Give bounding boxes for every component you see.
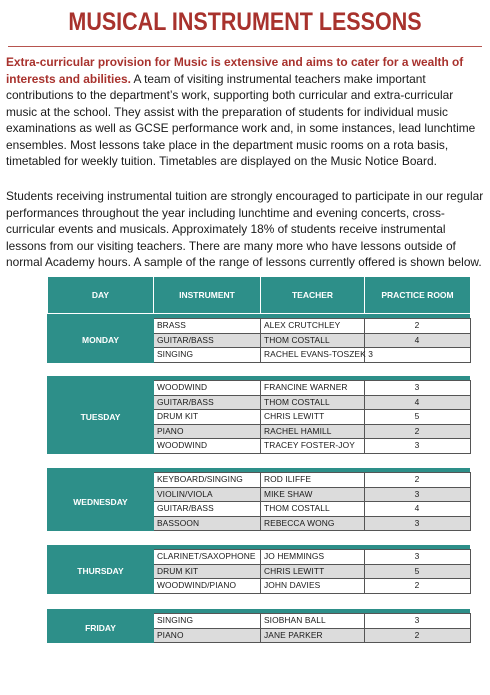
instrument-cell: GUITAR/BASS (154, 502, 261, 517)
instrument-cell: BRASS (154, 319, 261, 334)
teacher-cell: JO HEMMINGS (261, 550, 365, 565)
practice-room-cell: 4 (365, 502, 471, 517)
instrument-cell: DRUM KIT (154, 410, 261, 425)
teacher-cell: CHRIS LEWITT (261, 564, 365, 579)
table-row (48, 381, 471, 396)
table-row (48, 319, 471, 334)
instrument-cell: WOODWIND (154, 381, 261, 396)
teacher-cell: THOM COSTALL (261, 395, 365, 410)
day-label: FRIDAY (48, 614, 154, 643)
instrument-cell: PIANO (154, 628, 261, 643)
teacher-cell: SIOBHAN BALL (261, 614, 365, 629)
table-header (47, 276, 471, 314)
header-instrument: INSTRUMENT (154, 277, 261, 314)
practice-room-cell: 3 (365, 614, 471, 629)
teacher-cell: TRACEY FOSTER-JOY (261, 439, 365, 454)
table-row (48, 473, 471, 488)
instrument-cell: KEYBOARD/SINGING (154, 473, 261, 488)
instrument-cell: SINGING (154, 614, 261, 629)
title-rule (8, 46, 482, 47)
day-label: WEDNESDAY (48, 473, 154, 531)
instrument-cell: WOODWIND (154, 439, 261, 454)
instrument-cell: PIANO (154, 424, 261, 439)
practice-room-cell: 2 (365, 579, 471, 594)
practice-room-cell: 2 (365, 473, 471, 488)
teacher-cell: JANE PARKER (261, 628, 365, 643)
intro-lead: Extra-curricular provision for Music is extensive and aims to cater for a wealth of interests and abilities. (6, 55, 464, 86)
instrument-cell: DRUM KIT (154, 564, 261, 579)
header-day: DAY (48, 277, 154, 314)
table-row (48, 550, 471, 565)
day-block-thursday (47, 545, 470, 594)
day-block-tuesday (47, 376, 470, 454)
teacher-cell: ALEX CRUTCHLEY (261, 319, 365, 334)
instrument-cell: GUITAR/BASS (154, 333, 261, 348)
teacher-cell: FRANCINE WARNER (261, 381, 365, 396)
teacher-cell: CHRIS LEWITT (261, 410, 365, 425)
practice-room-cell: 2 (365, 424, 471, 439)
teacher-cell: JOHN DAVIES (261, 579, 365, 594)
practice-room-cell (365, 348, 471, 363)
practice-room-cell: 3 (365, 550, 471, 565)
practice-room-cell: 5 (365, 564, 471, 579)
teacher-cell: THOM COSTALL (261, 333, 365, 348)
intro-body: A team of visiting instrumental teachers make important contributions to the department’s work, supporting both curricular and extra-curricular music at the school. They assist with the preparation of students for individual music examinations as well as GCSE performance work and, in some instances, lead lunchtime ensembles. Most lessons take place in the department music rooms on a rota basis, timetabled for weekly tuition. Timetables are displayed on the Music Notice Board. (6, 71, 476, 168)
day-label: THURSDAY (48, 550, 154, 594)
practice-room-cell: 3 (365, 516, 471, 531)
instrument-cell: GUITAR/BASS (154, 395, 261, 410)
intro-paragraph (6, 54, 486, 170)
instrument-cell: SINGING (154, 348, 261, 363)
day-block-friday (47, 609, 470, 643)
practice-room-cell: 2 (365, 319, 471, 334)
day-block-wednesday (47, 468, 470, 531)
page-title: MUSICAL INSTRUMENT LESSONS (68, 8, 422, 36)
instrument-cell: WOODWIND/PIANO (154, 579, 261, 594)
teacher-cell: MIKE SHAW (261, 487, 365, 502)
practice-room-cell: 3 (365, 487, 471, 502)
day-label: TUESDAY (48, 381, 154, 454)
teacher-cell: THOM COSTALL (261, 502, 365, 517)
second-paragraph: Students receiving instrumental tuition are strongly encouraged to participate in our regular performances throughout the year including lunchtime and evening concerts, cross- curricular events and musicals. Approximately 18% of students receive instrumental lessons from our visiting teachers. There are many more who have lessons outside of normal Academy hours. A sample of the range of lessons currently offered is shown below. (6, 189, 484, 269)
header-teacher: TEACHER (261, 277, 365, 314)
practice-room-cell: 4 (365, 395, 471, 410)
teacher-cell: ROD ILIFFE (261, 473, 365, 488)
practice-room-cell: 5 (365, 410, 471, 425)
instrument-cell: CLARINET/SAXOPHONE (154, 550, 261, 565)
table-row (48, 614, 471, 629)
practice-room-cell: 3 (365, 381, 471, 396)
teacher-cell: REBECCA WONG (261, 516, 365, 531)
instrument-cell: BASSOON (154, 516, 261, 531)
day-label: MONDAY (48, 319, 154, 363)
practice-room-cell: 3 (365, 439, 471, 454)
teacher-cell: RACHEL EVANS-TOSZEK 3 (261, 348, 365, 363)
teacher-cell: RACHEL HAMILL (261, 424, 365, 439)
practice-room-cell: 2 (365, 628, 471, 643)
header-practice-room: PRACTICE ROOM (365, 277, 471, 314)
instrument-cell: VIOLIN/VIOLA (154, 487, 261, 502)
practice-room-cell: 4 (365, 333, 471, 348)
day-block-monday (47, 314, 470, 363)
